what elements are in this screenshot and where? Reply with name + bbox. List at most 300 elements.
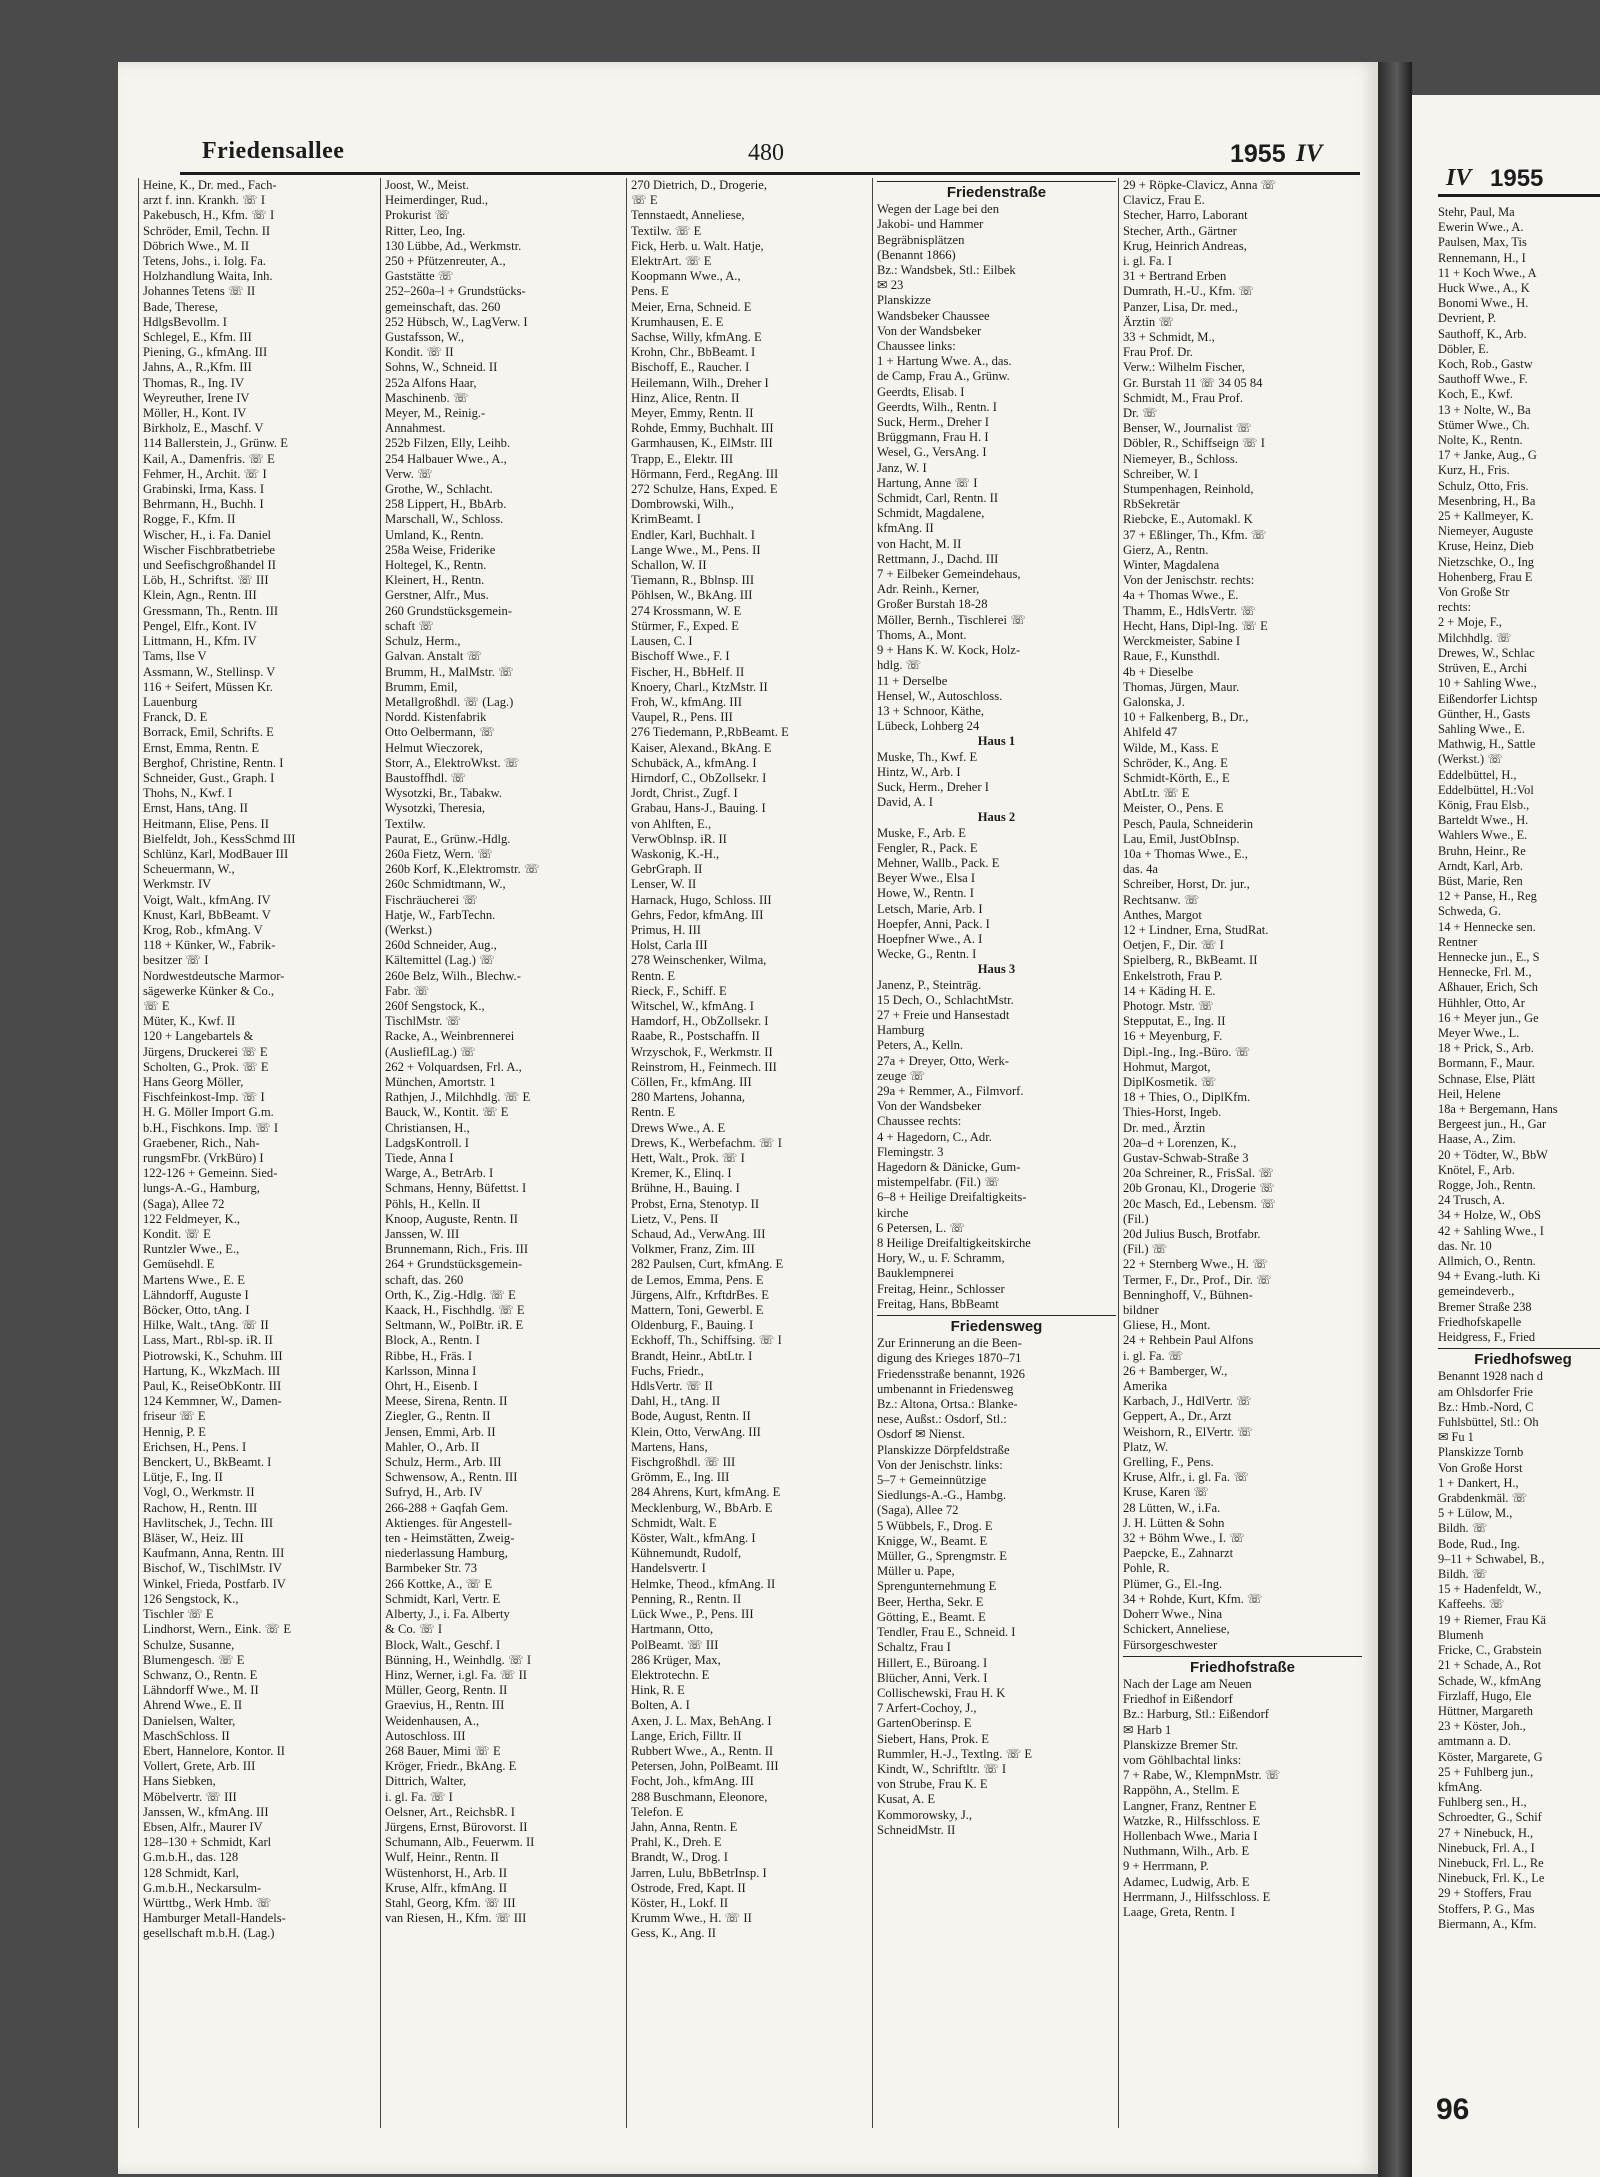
directory-entry: 31 + Bertrand Erben: [1123, 269, 1227, 284]
directory-entry: Anthes, Margot: [1123, 907, 1202, 922]
directory-entry: Focht, Joh., kfmAng. III: [631, 1774, 754, 1789]
directory-entry: Heilemann, Wilh., Dreher I: [631, 375, 769, 390]
directory-entry: digung des Krieges 1870–71: [877, 1351, 1022, 1366]
directory-entry: Planskizze Bremer Str.: [1123, 1737, 1239, 1752]
directory-entry: Hennig, P. E: [143, 1424, 206, 1439]
directory-entry: Hartmann, Otto,: [631, 1622, 714, 1637]
directory-entry: zeuge ☏: [877, 1068, 926, 1083]
directory-entry: Rieck, F., Schiff. E: [631, 983, 727, 998]
directory-entry: (Werkst.): [385, 922, 432, 937]
directory-entry: Block, Walt., Geschf. I: [385, 1637, 501, 1652]
directory-entry: 20b Gronau, Kl., Drogerie ☏: [1123, 1181, 1275, 1196]
directory-entry: Benckert, U., BkBeamt. I: [143, 1455, 272, 1470]
directory-entry: Hüttner, Margareth: [1438, 1703, 1533, 1718]
directory-entry: Thamm, E., HdlsVertr. ☏: [1123, 603, 1256, 618]
page-number: 480: [748, 140, 784, 166]
directory-entry: Panzer, Lisa, Dr. med.,: [1123, 299, 1238, 314]
directory-entry: Janz, W. I: [877, 460, 927, 475]
directory-entry: Sohns, W., Schneid. II: [385, 360, 498, 375]
directory-entry: Benser, W., Journalist ☏: [1123, 421, 1252, 436]
directory-entry: Kaack, H., Fischhdlg. ☏ E: [385, 1303, 525, 1318]
directory-entry: Gaststätte ☏: [385, 269, 454, 284]
directory-entry: am Ohlsdorfer Frie: [1438, 1384, 1533, 1399]
directory-column-1: [138, 178, 378, 2128]
directory-entry: Bolten, A. I: [631, 1698, 690, 1713]
directory-entry: 24 + Rehbein Paul Alfons: [1123, 1333, 1254, 1348]
directory-entry: 1 + Hartung Wwe. A., das.: [877, 354, 1012, 369]
directory-entry: Dombrowski, Wilh.,: [631, 497, 734, 512]
directory-entry: Raabe, R., Postschaffn. II: [631, 1029, 760, 1044]
directory-entry: 260c Schmidtmann, W.,: [385, 877, 506, 892]
directory-entry: Janenz, P., Steinträg.: [877, 977, 982, 992]
directory-entry: Möller, H., Kont. IV: [143, 406, 247, 421]
directory-entry: Bischoff, E., Raucher. I: [631, 360, 750, 375]
directory-entry: Krumhausen, E. E: [631, 314, 724, 329]
directory-entry: Rathjen, J., Milchhdlg. ☏ E: [385, 1090, 531, 1105]
directory-entry: Storr, A., ElektroWkst. ☏: [385, 755, 520, 770]
directory-entry: Verw. ☏: [385, 466, 433, 481]
directory-entry: Biermann, A., Kfm.: [1438, 1916, 1537, 1931]
directory-entry: Oetjen, F., Dir. ☏ I: [1123, 938, 1224, 953]
directory-entry: 27 + Freie und Hansestadt: [877, 1007, 1010, 1022]
directory-entry: Haus 2: [977, 810, 1016, 825]
directory-entry: Köster, Walt., kfmAng. I: [631, 1531, 756, 1546]
directory-entry: Umland, K., Rentn.: [385, 527, 484, 542]
directory-entry: 116 + Seifert, Müssen Kr.: [143, 679, 273, 694]
directory-entry: Von der Jenischstr. rechts:: [1123, 573, 1255, 588]
directory-entry: Schulz, Otto, Fris.: [1438, 478, 1529, 493]
directory-entry: Watzke, R., Hilfsschloss. E: [1123, 1813, 1261, 1828]
directory-entry: Karbach, J., HdlVertr. ☏: [1123, 1394, 1252, 1409]
directory-entry: Lange, Erich, Filltr. II: [631, 1728, 742, 1743]
directory-entry: Grelling, F., Pens.: [1123, 1455, 1214, 1470]
directory-entry: Penning, R., Rentn. II: [631, 1591, 742, 1606]
directory-entry: GartenOberinsp. E: [877, 1716, 972, 1731]
directory-entry: Grabinski, Irma, Kass. I: [143, 482, 265, 497]
directory-entry: ✉ 23: [877, 278, 904, 293]
directory-entry: Zur Erinnerung an die Been-: [877, 1336, 1022, 1351]
directory-entry: Hohmut, Margot,: [1123, 1059, 1211, 1074]
directory-entry: 12 + Panse, H., Reg: [1438, 889, 1537, 904]
directory-entry: Meese, Sirena, Rentn. II: [385, 1394, 508, 1409]
directory-entry: Koch, Rob., Gastw: [1438, 357, 1533, 372]
directory-entry: Collischewski, Frau H. K: [877, 1685, 1006, 1700]
directory-entry: Freitag, Heinr., Schlosser: [877, 1281, 1005, 1296]
directory-entry: Haus 1: [977, 734, 1016, 749]
directory-entry: umbenannt in Friedensweg: [877, 1381, 1014, 1396]
directory-entry: Paepcke, E., Zahnarzt: [1123, 1546, 1234, 1561]
directory-entry: Jensen, Emmi, Arb. II: [385, 1424, 496, 1439]
directory-entry: Volkmer, Franz, Zim. III: [631, 1242, 755, 1257]
directory-entry: H. G. Möller Import G.m.: [143, 1105, 274, 1120]
directory-entry: Lange Wwe., M., Pens. II: [631, 542, 761, 557]
directory-entry: Pesch, Paula, Schneiderin: [1123, 816, 1254, 831]
directory-entry: Seltmann, W., PolBtr. iR. E: [385, 1318, 524, 1333]
directory-entry: 252b Filzen, Elly, Leihb.: [385, 436, 511, 451]
directory-entry: Ebert, Hannelore, Kontor. II: [143, 1743, 285, 1758]
directory-entry: 5 Wübbels, F., Drog. E: [877, 1518, 993, 1533]
directory-entry: Hamburg: [877, 1023, 925, 1038]
directory-entry: 258a Weise, Friderike: [385, 542, 496, 557]
directory-entry: 7 + Eilbeker Gemeindehaus,: [877, 567, 1021, 582]
directory-entry: Bode, August, Rentn. II: [631, 1409, 751, 1424]
directory-entry: Kältemittel (Lag.) ☏: [385, 953, 495, 968]
directory-entry: Wulf, Heinr., Rentn. II: [385, 1850, 499, 1865]
directory-entry: Handelsvertr. I: [631, 1561, 706, 1576]
directory-entry: Von der Jenischstr. links:: [877, 1457, 1003, 1472]
directory-entry: 264 + Grundstücksgemein-: [385, 1257, 523, 1272]
directory-entry: Langner, Franz, Rentner E: [1123, 1798, 1257, 1813]
directory-entry: Karlsson, Minna I: [385, 1363, 477, 1378]
directory-entry: Friedhofskapelle: [1438, 1314, 1522, 1329]
directory-entry: Janssen, W., kfmAng. III: [143, 1804, 269, 1819]
directory-entry: Niemeyer, B., Schloss.: [1123, 451, 1238, 466]
directory-entry: Lausen, C. I: [631, 634, 693, 649]
directory-entry: 11 + Derselbe: [877, 673, 948, 688]
directory-entry: Behrmann, H., Buchh. I: [143, 497, 264, 512]
right-page-header-volume: IV: [1446, 165, 1472, 191]
directory-entry: 20a–d + Lorenzen, K.,: [1123, 1135, 1237, 1150]
directory-entry: Knust, Karl, BbBeamt. V: [143, 907, 271, 922]
directory-entry: Blumengesch. ☏ E: [143, 1652, 245, 1667]
directory-entry: von Hacht, M. II: [877, 536, 962, 551]
directory-entry: Holzhandlung Waita, Inh.: [143, 269, 273, 284]
directory-entry: rechts:: [1438, 600, 1472, 615]
directory-entry: 276 Tiedemann, P.,RbBeamt. E: [631, 725, 789, 740]
directory-entry: Ernst, Emma, Rentn. E: [143, 740, 260, 755]
directory-entry: Hinz, Alice, Rentn. II: [631, 390, 740, 405]
right-header-rule: [1438, 194, 1600, 197]
directory-entry: 268 Bauer, Mimi ☏ E: [385, 1743, 501, 1758]
directory-entry: Endler, Karl, Buchhalt. I: [631, 527, 755, 542]
directory-entry: Benninghoff, V., Bühnen-: [1123, 1287, 1253, 1302]
directory-entry: Huck Wwe., A., K: [1438, 281, 1530, 296]
directory-entry: 282 Paulsen, Curt, kfmAng. E: [631, 1257, 784, 1272]
street-heading: Friedensweg: [877, 1315, 1116, 1334]
page-header-year: 1955: [1230, 140, 1286, 168]
directory-entry: Chaussee links:: [877, 339, 956, 354]
directory-entry: Jakobi- und Hammer: [877, 217, 984, 232]
directory-entry: Janssen, W. III: [385, 1227, 460, 1242]
directory-entry: Bruhn, Heinr., Re: [1438, 843, 1526, 858]
directory-entry: Ahrend Wwe., E. II: [143, 1698, 243, 1713]
directory-entry: kirche: [877, 1205, 909, 1220]
directory-entry: Gustafsson, W.,: [385, 330, 465, 345]
directory-entry: Berghof, Christine, Rentn. I: [143, 755, 284, 770]
directory-entry: Ribbe, H., Fräs. I: [385, 1348, 473, 1363]
directory-entry: (Fil.) ☏: [1123, 1242, 1168, 1257]
directory-entry: Klein, Otto, VerwAng. III: [631, 1424, 761, 1439]
directory-entry: Köster, Margarete, G: [1438, 1749, 1543, 1764]
directory-entry: Prahl, K., Dreh. E: [631, 1835, 722, 1850]
directory-entry: Brandt, W., Drog. I: [631, 1850, 728, 1865]
directory-entry: Mesenbring, H., Ba: [1438, 493, 1536, 508]
directory-entry: Schaltz, Frau I: [877, 1640, 951, 1655]
directory-entry: Döbler, R., Schiffseign ☏ I: [1123, 436, 1265, 451]
directory-entry: 23 + Köster, Joh.,: [1438, 1719, 1526, 1734]
directory-entry: Kail, A., Damenfris. ☏ E: [143, 451, 275, 466]
directory-entry: Otto Oelbermann, ☏: [385, 725, 495, 740]
directory-entry: 260e Belz, Wilh., Blechw.-: [385, 968, 521, 983]
directory-entry: lungs-A.-G., Hamburg,: [143, 1181, 260, 1196]
directory-entry: Drews, K., Werbefachm. ☏ I: [631, 1135, 782, 1150]
directory-entry: 13 + Nolte, W., Ba: [1438, 402, 1531, 417]
directory-entry: Gess, K., Ang. II: [631, 1926, 717, 1941]
directory-entry: Hans Siebken,: [143, 1774, 216, 1789]
directory-entry: Bildh. ☏: [1438, 1567, 1488, 1582]
directory-entry: Mecklenburg, W., BbArb. E: [631, 1500, 773, 1515]
directory-entry: 94 + Evang.-luth. Ki: [1438, 1269, 1541, 1284]
directory-entry: Franck, D. E: [143, 710, 208, 725]
directory-entry: Hartung, Anne ☏ I: [877, 475, 978, 490]
directory-entry: Bode, Rud., Ing.: [1438, 1536, 1520, 1551]
directory-entry: Meister, O., Pens. E: [1123, 801, 1224, 816]
directory-entry: Heine, K., Dr. med., Fach-: [143, 178, 277, 192]
directory-entry: Scheuermann, W.,: [143, 862, 235, 877]
directory-entry: Friedhof in Eißendorf: [1123, 1692, 1233, 1707]
directory-entry: van Riesen, H., Kfm. ☏ III: [385, 1911, 527, 1926]
directory-entry: Waskonig, K.-H.,: [631, 846, 720, 861]
directory-entry: Tischler ☏ E: [143, 1607, 214, 1622]
directory-entry: Gustav-Schwab-Straße 3: [1123, 1151, 1249, 1165]
directory-entry: arzt f. inn. Krankh. ☏ I: [143, 193, 266, 208]
directory-entry: Hensel, W., Autoschloss.: [877, 688, 1003, 703]
directory-entry: Holst, Carla III: [631, 938, 708, 953]
directory-entry: Krug, Heinrich Andreas,: [1123, 238, 1247, 253]
directory-entry: (AuslieflLag.) ☏: [385, 1044, 476, 1059]
directory-entry: Ninebuck, Frl. A., I: [1438, 1840, 1535, 1855]
directory-entry: Kruse, Alfr., i. gl. Fa. ☏: [1123, 1470, 1249, 1485]
directory-entry: Knoop, Auguste, Rentn. II: [385, 1211, 518, 1226]
directory-entry: MaschSchloss. II: [143, 1728, 230, 1743]
directory-entry: Schlünz, Karl, ModBauer III: [143, 846, 289, 861]
directory-entry: 14 + Hennecke sen.: [1438, 919, 1536, 934]
directory-entry: 260 Grundstücksgemein-: [385, 603, 512, 618]
directory-entry: Schade, W., kfmAng: [1438, 1673, 1541, 1688]
directory-entry: Fischer, H., BbHelf. II: [631, 664, 745, 679]
directory-entry: Jürgens, Druckerei ☏ E: [143, 1044, 268, 1059]
directory-entry: 24 Trusch, A.: [1438, 1193, 1505, 1208]
directory-entry: Wysotzki, Theresia,: [385, 801, 486, 816]
directory-entry: Bremer Straße 238: [1438, 1299, 1532, 1314]
directory-entry: Pens. E: [631, 284, 669, 299]
directory-entry: Lass, Mart., Rbl-sp. iR. II: [143, 1333, 273, 1348]
directory-entry: Jahns, A., R.,Kfm. III: [143, 360, 252, 375]
directory-entry: 128 Schmidt, Karl,: [143, 1865, 239, 1880]
directory-entry: 29 + Röpke-Clavicz, Anna ☏: [1123, 178, 1277, 192]
directory-entry: Friedensstraße benannt, 1926: [877, 1366, 1025, 1381]
directory-entry: Heitmann, Elise, Pens. II: [143, 816, 269, 831]
directory-entry: Cöllen, Fr., kfmAng. III: [631, 1074, 752, 1089]
directory-entry: ElektrArt. ☏ E: [631, 254, 712, 269]
directory-entry: Lau, Emil, JustObInsp.: [1123, 831, 1240, 846]
directory-entry: Kondit. ☏ E: [143, 1227, 211, 1242]
directory-entry: Werkmstr. IV: [143, 877, 212, 892]
directory-entry: Prokurist ☏: [385, 208, 451, 223]
directory-entry: Dipl.-Ing., Ing.-Büro. ☏: [1123, 1044, 1251, 1059]
directory-entry: Gemüsehdl. E: [143, 1257, 215, 1272]
directory-entry: Müter, K., Kwf. II: [143, 1014, 236, 1029]
directory-entry: Hillert, E., Büroang. I: [877, 1655, 988, 1670]
directory-entry: G.m.b.H., Neckarsulm-: [143, 1880, 262, 1895]
directory-entry: Helmut Wieczorek,: [385, 740, 483, 755]
directory-entry: Bläser, W., Heiz. III: [143, 1531, 244, 1546]
directory-entry: 29a + Remmer, A., Filmvorf.: [877, 1083, 1024, 1098]
directory-entry: Gliese, H., Mont.: [1123, 1318, 1211, 1333]
directory-entry: Eckhoff, Th., Schiffsing. ☏ I: [631, 1333, 782, 1348]
directory-entry: Fricke, C., Grabstein: [1438, 1643, 1542, 1658]
directory-entry: Clavicz, Frau E.: [1123, 193, 1205, 208]
directory-entry: Suck, Herm., Dreher I: [877, 415, 989, 430]
directory-entry: Müller, G., Sprengmstr. E: [877, 1549, 1007, 1564]
directory-entry: (Fil.): [1123, 1211, 1149, 1226]
directory-entry: 5 + Lülow, M.,: [1438, 1506, 1513, 1521]
directory-entry: Nolte, K., Rentn.: [1438, 433, 1523, 448]
directory-entry: Marschall, W., Schloss.: [385, 512, 504, 527]
directory-entry: 12 + Lindner, Erna, StudRat.: [1123, 922, 1269, 937]
directory-entry: von Ahlften, E.,: [631, 816, 712, 831]
right-directory-column: [1438, 205, 1600, 2065]
directory-entry: Thohs, N., Kwf. I: [143, 786, 233, 801]
directory-entry: Elektrotechn. E: [631, 1667, 710, 1682]
directory-entry: Lübeck, Lohberg 24: [877, 719, 980, 734]
left-page: [118, 62, 1378, 2174]
directory-entry: Froh, W., kfmAng. III: [631, 694, 742, 709]
directory-entry: Peters, A., Kelln.: [877, 1038, 964, 1053]
directory-entry: Schickert, Anneliese,: [1123, 1622, 1230, 1637]
directory-entry: München, Amortstr. 1: [385, 1074, 496, 1089]
directory-entry: Knigge, W., Beamt. E: [877, 1533, 988, 1548]
directory-entry: Verw.: Wilhelm Fischer,: [1123, 360, 1245, 375]
directory-entry: Eddelbüttel, H.:Vol: [1438, 782, 1534, 797]
directory-entry: KrimBeamt. I: [631, 512, 701, 527]
directory-entry: 262 + Volquardsen, Frl. A.,: [385, 1059, 522, 1074]
directory-entry: Wesel, G., VersAng. I: [877, 445, 987, 460]
directory-entry: Sauthoff Wwe., F.: [1438, 372, 1528, 387]
directory-entry: 9–11 + Schwabel, B.,: [1438, 1551, 1545, 1566]
directory-entry: Beer, Hertha, Sekr. E: [877, 1594, 984, 1609]
directory-entry: SchneidMstr. II: [877, 1822, 956, 1837]
directory-entry: Brühne, H., Bauing. I: [631, 1181, 740, 1196]
directory-entry: Kremer, K., Elinq. I: [631, 1166, 732, 1181]
directory-entry: Meier, Erna, Schneid. E: [631, 299, 752, 314]
directory-entry: 286 Krüger, Max,: [631, 1652, 721, 1667]
directory-entry: Sachse, Willy, kfmAng. E: [631, 330, 762, 345]
directory-entry: Nietzschke, O., Ing: [1438, 554, 1534, 569]
directory-entry: (Saga), Allee 72: [143, 1196, 225, 1211]
directory-entry: Probst, Erna, Stenotyp. II: [631, 1196, 760, 1211]
directory-entry: und Seefischgroßhandel II: [143, 558, 276, 573]
directory-entry: & Co. ☏ I: [385, 1622, 443, 1637]
directory-entry: de Lemos, Emma, Pens. E: [631, 1272, 764, 1287]
directory-entry: Koopmann Wwe., A.,: [631, 269, 741, 284]
directory-entry: Photogr. Mstr. ☏: [1123, 998, 1214, 1013]
directory-entry: Doherr Wwe., Nina: [1123, 1607, 1223, 1622]
directory-entry: Krumm Wwe., H. ☏ II: [631, 1911, 752, 1926]
directory-entry: Weishorn, R., ElVertr. ☏: [1123, 1424, 1253, 1439]
directory-entry: Kaffeehs. ☏: [1438, 1597, 1505, 1612]
directory-entry: Möller, Bernh., Tischlerei ☏: [877, 612, 1026, 627]
directory-entry: Winter, Magdalena: [1123, 558, 1220, 573]
directory-entry: Martens Wwe., E. E: [143, 1272, 245, 1287]
directory-entry: Hagedorn & Dänicke, Gum-: [877, 1160, 1021, 1174]
directory-entry: Rappöhn, A., Stellm. E: [1123, 1783, 1240, 1798]
directory-entry: Ziegler, G., Rentn. II: [385, 1409, 491, 1424]
directory-entry: Enkelstroth, Frau P.: [1123, 968, 1223, 983]
directory-entry: Geerdts, Wilh., Rentn. I: [877, 399, 997, 414]
directory-entry: Niemeyer, Auguste: [1438, 524, 1534, 539]
directory-entry: Großer Burstah 18-28: [877, 597, 988, 612]
directory-entry: Günther, H., Gasts: [1438, 706, 1531, 721]
directory-entry: Ohrt, H., Eisenb. I: [385, 1379, 478, 1394]
directory-entry: Kaufmann, Anna, Rentn. III: [143, 1546, 285, 1561]
directory-entry: Planskizze Dörpfeldstraße: [877, 1442, 1010, 1457]
directory-entry: Termer, F., Dr., Prof., Dir. ☏: [1123, 1272, 1272, 1287]
directory-entry: Stecher, Harro, Laborant: [1123, 208, 1248, 223]
directory-entry: Hollenbach Wwe., Maria I: [1123, 1828, 1258, 1843]
directory-entry: Schmidt-Körth, E., E: [1123, 770, 1230, 785]
directory-entry: Fürsorgeschwester: [1123, 1637, 1218, 1652]
directory-entry: Wilde, M., Kass. E: [1123, 740, 1219, 755]
directory-entry: Stoffers, P. G., Mas: [1438, 1901, 1535, 1916]
directory-entry: Pengel, Elfr., Kont. IV: [143, 618, 257, 633]
directory-entry: i. gl. Fa. ☏: [1123, 1348, 1184, 1363]
directory-entry: gesellschaft m.b.H. (Lag.): [143, 1926, 275, 1941]
directory-entry: Runtzler Wwe., E.,: [143, 1242, 240, 1257]
directory-entry: 122-126 + Gemeinn. Sied-: [143, 1166, 278, 1181]
directory-entry: Textilw. ☏ E: [631, 223, 702, 238]
directory-entry: Hamdorf, H., ObZollsekr. I: [631, 1014, 769, 1029]
directory-entry: Meyer, M., Reinig.-: [385, 406, 486, 421]
directory-entry: Adr. Reinh., Kerner,: [877, 582, 980, 597]
directory-entry: 18a + Bergemann, Hans: [1438, 1101, 1558, 1116]
directory-entry: Pohle, R.: [1123, 1561, 1170, 1576]
directory-entry: Schröder, K., Ang. E: [1123, 755, 1228, 770]
directory-entry: Herrmann, J., Hilfsschloss. E: [1123, 1889, 1271, 1904]
directory-entry: Erichsen, H., Pens. I: [143, 1439, 247, 1454]
directory-entry: 18 + Thies, O., DiplKfm.: [1123, 1090, 1251, 1105]
directory-entry: ✉ Fu 1: [1438, 1430, 1474, 1445]
directory-entry: schaft ☏: [385, 618, 434, 633]
directory-entry: Howe, W., Rentn. I: [877, 886, 974, 901]
directory-entry: Schwanz, O., Rentn. E: [143, 1667, 258, 1682]
directory-entry: Assmann, W., Stellinsp. V: [143, 664, 276, 679]
directory-entry: von Strube, Frau K. E: [877, 1777, 988, 1792]
directory-entry: 274 Krossmann, W. E: [631, 603, 742, 618]
directory-entry: 260b Korf, K.,Elektromstr. ☏: [385, 862, 540, 877]
directory-entry: Amerika: [1123, 1379, 1168, 1394]
directory-entry: 16 + Meyenburg, F.: [1123, 1029, 1223, 1044]
directory-entry: Dumrath, H.-U., Kfm. ☏: [1123, 284, 1255, 299]
directory-entry: VerwOblnsp. iR. II: [631, 831, 727, 846]
directory-entry: Scholten, G., Prok. ☏ E: [143, 1059, 269, 1074]
directory-entry: Schulze, Susanne,: [143, 1637, 235, 1652]
directory-entry: 9 + Herrmann, P.: [1123, 1859, 1209, 1874]
directory-entry: Fuhlsbüttel, Stl.: Oh: [1438, 1415, 1539, 1430]
directory-entry: AbtLtr. ☏ E: [1123, 786, 1190, 801]
directory-entry: 17 + Janke, Aug., G: [1438, 448, 1537, 463]
directory-entry: 20d Julius Busch, Brotfabr.: [1123, 1227, 1261, 1242]
directory-entry: Fabr. ☏: [385, 983, 430, 998]
directory-column-2: [380, 178, 624, 2128]
directory-entry: (Werkst.) ☏: [1438, 752, 1503, 767]
directory-entry: Grabdenkmäl. ☏: [1438, 1491, 1528, 1506]
directory-entry: Tennstaedt, Anneliese,: [631, 208, 745, 223]
directory-entry: Schwensow, A., Rentn. III: [385, 1470, 518, 1485]
directory-entry: Trapp, E., Elektr. III: [631, 451, 734, 466]
directory-entry: Bonomi Wwe., H.: [1438, 296, 1529, 311]
directory-entry: sägewerke Künker & Co.,: [143, 983, 275, 998]
